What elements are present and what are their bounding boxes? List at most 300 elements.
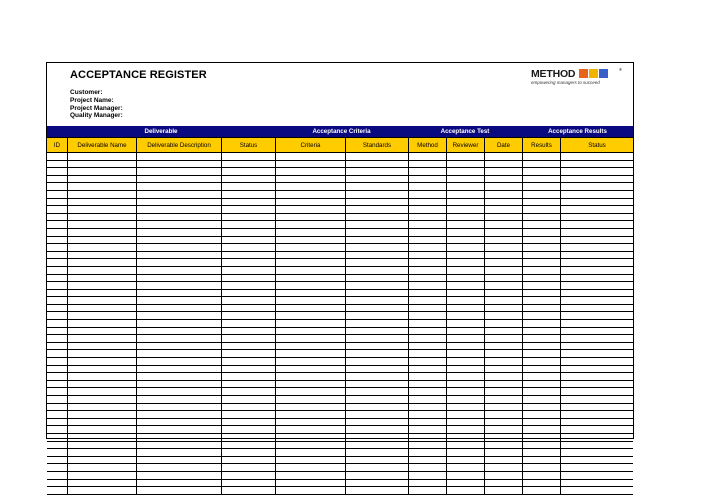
- col-deliverable-name-cell[interactable]: [67, 472, 136, 479]
- col-deliverable-status-cell[interactable]: [221, 161, 275, 168]
- col-reviewer-cell[interactable]: [446, 487, 484, 494]
- col-deliverable-description-cell[interactable]: [136, 244, 221, 251]
- col-criteria-cell[interactable]: [275, 457, 345, 464]
- col-id-cell[interactable]: [47, 350, 67, 357]
- col-deliverable-status-cell[interactable]: [221, 153, 275, 160]
- col-standards-cell[interactable]: [345, 161, 408, 168]
- col-results-status-cell[interactable]: [560, 457, 633, 464]
- col-criteria-cell[interactable]: [275, 449, 345, 456]
- col-deliverable-description-cell[interactable]: [136, 404, 221, 411]
- col-reviewer-cell[interactable]: [446, 237, 484, 244]
- col-deliverable-status-cell[interactable]: [221, 373, 275, 380]
- col-deliverable-description-cell[interactable]: [136, 328, 221, 335]
- col-results-status-cell[interactable]: [560, 221, 633, 228]
- col-deliverable-name-cell[interactable]: [67, 237, 136, 244]
- col-deliverable-description-cell[interactable]: [136, 259, 221, 266]
- col-deliverable-name-cell[interactable]: [67, 191, 136, 198]
- col-method-cell[interactable]: [408, 237, 446, 244]
- col-standards-cell[interactable]: [345, 176, 408, 183]
- col-date-cell[interactable]: [484, 358, 522, 365]
- col-criteria-cell[interactable]: [275, 335, 345, 342]
- col-results-status-cell[interactable]: [560, 199, 633, 206]
- col-date-cell[interactable]: [484, 328, 522, 335]
- col-reviewer-cell[interactable]: [446, 312, 484, 319]
- col-method-cell[interactable]: [408, 396, 446, 403]
- col-id-cell[interactable]: [47, 183, 67, 190]
- col-method-cell[interactable]: [408, 221, 446, 228]
- col-standards-cell[interactable]: [345, 244, 408, 251]
- col-deliverable-name-cell[interactable]: [67, 275, 136, 282]
- col-deliverable-name-cell[interactable]: [67, 305, 136, 312]
- col-date-cell[interactable]: [484, 366, 522, 373]
- col-results-status-cell[interactable]: [560, 411, 633, 418]
- col-results-status-cell[interactable]: [560, 267, 633, 274]
- col-deliverable-name-cell[interactable]: [67, 161, 136, 168]
- col-standards-cell[interactable]: [345, 366, 408, 373]
- col-id-cell[interactable]: [47, 442, 67, 449]
- col-criteria-cell[interactable]: [275, 366, 345, 373]
- col-reviewer-cell[interactable]: [446, 221, 484, 228]
- col-date-cell[interactable]: [484, 305, 522, 312]
- col-results-status-cell[interactable]: [560, 290, 633, 297]
- col-criteria-cell[interactable]: [275, 343, 345, 350]
- col-deliverable-status-cell[interactable]: [221, 199, 275, 206]
- col-method-cell[interactable]: [408, 366, 446, 373]
- col-id-cell[interactable]: [47, 191, 67, 198]
- col-date-cell[interactable]: [484, 259, 522, 266]
- col-standards-cell[interactable]: [345, 464, 408, 471]
- col-reviewer-cell[interactable]: [446, 259, 484, 266]
- col-method-cell[interactable]: [408, 229, 446, 236]
- col-standards-cell[interactable]: [345, 343, 408, 350]
- col-results-cell[interactable]: [522, 480, 560, 487]
- col-reviewer-cell[interactable]: [446, 229, 484, 236]
- col-reviewer-cell[interactable]: [446, 449, 484, 456]
- col-reviewer-cell[interactable]: [446, 396, 484, 403]
- col-deliverable-description-cell[interactable]: [136, 480, 221, 487]
- col-date-cell[interactable]: [484, 464, 522, 471]
- col-date-cell[interactable]: [484, 312, 522, 319]
- col-results-status-cell[interactable]: [560, 487, 633, 494]
- col-criteria-cell[interactable]: [275, 480, 345, 487]
- col-deliverable-status-cell[interactable]: [221, 381, 275, 388]
- col-deliverable-name-cell[interactable]: [67, 153, 136, 160]
- col-date-cell[interactable]: [484, 206, 522, 213]
- col-reviewer-cell[interactable]: [446, 168, 484, 175]
- col-deliverable-status-cell[interactable]: [221, 480, 275, 487]
- col-deliverable-name-cell[interactable]: [67, 297, 136, 304]
- col-method-cell[interactable]: [408, 388, 446, 395]
- col-deliverable-name-cell[interactable]: [67, 335, 136, 342]
- col-id-cell[interactable]: [47, 404, 67, 411]
- col-standards-cell[interactable]: [345, 396, 408, 403]
- col-standards-cell[interactable]: [345, 312, 408, 319]
- col-date-cell[interactable]: [484, 183, 522, 190]
- col-reviewer-cell[interactable]: [446, 472, 484, 479]
- col-reviewer-cell[interactable]: [446, 244, 484, 251]
- col-standards-cell[interactable]: [345, 153, 408, 160]
- col-standards-cell[interactable]: [345, 259, 408, 266]
- col-criteria-cell[interactable]: [275, 244, 345, 251]
- col-date-cell[interactable]: [484, 335, 522, 342]
- col-results-cell[interactable]: [522, 237, 560, 244]
- col-reviewer-cell[interactable]: [446, 480, 484, 487]
- col-method-cell[interactable]: [408, 373, 446, 380]
- col-method-cell[interactable]: [408, 191, 446, 198]
- col-id-cell[interactable]: [47, 366, 67, 373]
- col-results-status-cell[interactable]: [560, 350, 633, 357]
- col-deliverable-name-cell[interactable]: [67, 464, 136, 471]
- col-results-cell[interactable]: [522, 297, 560, 304]
- col-deliverable-name-cell[interactable]: [67, 252, 136, 259]
- col-standards-cell[interactable]: [345, 214, 408, 221]
- col-results-cell[interactable]: [522, 434, 560, 441]
- col-deliverable-description-cell[interactable]: [136, 442, 221, 449]
- col-deliverable-description-cell[interactable]: [136, 290, 221, 297]
- col-deliverable-status-cell[interactable]: [221, 328, 275, 335]
- col-deliverable-name-cell[interactable]: [67, 457, 136, 464]
- col-date-cell[interactable]: [484, 191, 522, 198]
- col-deliverable-description-cell[interactable]: [136, 396, 221, 403]
- col-results-cell[interactable]: [522, 229, 560, 236]
- col-reviewer-cell[interactable]: [446, 297, 484, 304]
- col-deliverable-description-cell[interactable]: [136, 168, 221, 175]
- col-date-cell[interactable]: [484, 381, 522, 388]
- col-standards-cell[interactable]: [345, 252, 408, 259]
- col-deliverable-name-cell[interactable]: [67, 267, 136, 274]
- col-deliverable-description-cell[interactable]: [136, 191, 221, 198]
- col-results-status-cell[interactable]: [560, 206, 633, 213]
- col-reviewer-cell[interactable]: [446, 305, 484, 312]
- col-results-status-cell[interactable]: [560, 480, 633, 487]
- col-deliverable-status-cell[interactable]: [221, 237, 275, 244]
- col-results-status-cell[interactable]: [560, 388, 633, 395]
- col-deliverable-name-cell[interactable]: [67, 396, 136, 403]
- col-method-cell[interactable]: [408, 214, 446, 221]
- col-results-status-cell[interactable]: [560, 259, 633, 266]
- col-id-cell[interactable]: [47, 259, 67, 266]
- col-method-cell[interactable]: [408, 199, 446, 206]
- col-reviewer-cell[interactable]: [446, 388, 484, 395]
- col-method-cell[interactable]: [408, 480, 446, 487]
- col-method-cell[interactable]: [408, 404, 446, 411]
- col-deliverable-status-cell[interactable]: [221, 487, 275, 494]
- col-deliverable-description-cell[interactable]: [136, 350, 221, 357]
- col-method-cell[interactable]: [408, 252, 446, 259]
- col-criteria-cell[interactable]: [275, 183, 345, 190]
- col-standards-cell[interactable]: [345, 229, 408, 236]
- col-results-cell[interactable]: [522, 487, 560, 494]
- col-deliverable-name-cell[interactable]: [67, 259, 136, 266]
- col-results-cell[interactable]: [522, 396, 560, 403]
- col-deliverable-name-cell[interactable]: [67, 350, 136, 357]
- col-standards-cell[interactable]: [345, 404, 408, 411]
- col-criteria-cell[interactable]: [275, 312, 345, 319]
- col-results-status-cell[interactable]: [560, 252, 633, 259]
- col-criteria-cell[interactable]: [275, 442, 345, 449]
- col-date-cell[interactable]: [484, 343, 522, 350]
- col-deliverable-name-cell[interactable]: [67, 320, 136, 327]
- col-results-cell[interactable]: [522, 153, 560, 160]
- col-deliverable-status-cell[interactable]: [221, 449, 275, 456]
- col-deliverable-description-cell[interactable]: [136, 472, 221, 479]
- col-id-cell[interactable]: [47, 320, 67, 327]
- col-id-cell[interactable]: [47, 335, 67, 342]
- col-deliverable-status-cell[interactable]: [221, 343, 275, 350]
- col-results-cell[interactable]: [522, 168, 560, 175]
- col-deliverable-status-cell[interactable]: [221, 419, 275, 426]
- col-deliverable-name-cell[interactable]: [67, 404, 136, 411]
- col-method-cell[interactable]: [408, 472, 446, 479]
- col-deliverable-description-cell[interactable]: [136, 464, 221, 471]
- col-results-cell[interactable]: [522, 275, 560, 282]
- col-criteria-cell[interactable]: [275, 404, 345, 411]
- col-deliverable-description-cell[interactable]: [136, 206, 221, 213]
- col-deliverable-description-cell[interactable]: [136, 373, 221, 380]
- col-id-cell[interactable]: [47, 214, 67, 221]
- col-results-cell[interactable]: [522, 267, 560, 274]
- col-results-status-cell[interactable]: [560, 381, 633, 388]
- col-date-cell[interactable]: [484, 176, 522, 183]
- col-reviewer-cell[interactable]: [446, 282, 484, 289]
- col-standards-cell[interactable]: [345, 305, 408, 312]
- col-criteria-cell[interactable]: [275, 358, 345, 365]
- col-reviewer-cell[interactable]: [446, 457, 484, 464]
- col-criteria-cell[interactable]: [275, 305, 345, 312]
- col-deliverable-name-cell[interactable]: [67, 214, 136, 221]
- col-id-cell[interactable]: [47, 290, 67, 297]
- col-deliverable-name-cell[interactable]: [67, 442, 136, 449]
- col-criteria-cell[interactable]: [275, 290, 345, 297]
- col-standards-cell[interactable]: [345, 290, 408, 297]
- col-criteria-cell[interactable]: [275, 282, 345, 289]
- col-date-cell[interactable]: [484, 229, 522, 236]
- col-id-cell[interactable]: [47, 153, 67, 160]
- col-deliverable-description-cell[interactable]: [136, 449, 221, 456]
- col-results-cell[interactable]: [522, 320, 560, 327]
- col-deliverable-status-cell[interactable]: [221, 259, 275, 266]
- col-deliverable-name-cell[interactable]: [67, 221, 136, 228]
- col-deliverable-status-cell[interactable]: [221, 472, 275, 479]
- col-results-cell[interactable]: [522, 312, 560, 319]
- col-deliverable-name-cell[interactable]: [67, 183, 136, 190]
- col-id-cell[interactable]: [47, 206, 67, 213]
- col-id-cell[interactable]: [47, 275, 67, 282]
- col-criteria-cell[interactable]: [275, 396, 345, 403]
- col-deliverable-status-cell[interactable]: [221, 312, 275, 319]
- col-id-cell[interactable]: [47, 161, 67, 168]
- col-results-cell[interactable]: [522, 259, 560, 266]
- col-date-cell[interactable]: [484, 214, 522, 221]
- col-criteria-cell[interactable]: [275, 411, 345, 418]
- col-criteria-cell[interactable]: [275, 464, 345, 471]
- col-id-cell[interactable]: [47, 267, 67, 274]
- col-standards-cell[interactable]: [345, 275, 408, 282]
- col-criteria-cell[interactable]: [275, 275, 345, 282]
- col-deliverable-status-cell[interactable]: [221, 229, 275, 236]
- col-criteria-cell[interactable]: [275, 388, 345, 395]
- col-reviewer-cell[interactable]: [446, 442, 484, 449]
- col-method-cell[interactable]: [408, 442, 446, 449]
- col-deliverable-description-cell[interactable]: [136, 183, 221, 190]
- col-results-status-cell[interactable]: [560, 472, 633, 479]
- col-date-cell[interactable]: [484, 297, 522, 304]
- col-deliverable-description-cell[interactable]: [136, 411, 221, 418]
- col-method-cell[interactable]: [408, 275, 446, 282]
- col-date-cell[interactable]: [484, 419, 522, 426]
- col-standards-cell[interactable]: [345, 237, 408, 244]
- col-reviewer-cell[interactable]: [446, 199, 484, 206]
- col-results-status-cell[interactable]: [560, 297, 633, 304]
- col-results-cell[interactable]: [522, 442, 560, 449]
- col-deliverable-name-cell[interactable]: [67, 168, 136, 175]
- col-results-cell[interactable]: [522, 426, 560, 433]
- col-date-cell[interactable]: [484, 221, 522, 228]
- col-reviewer-cell[interactable]: [446, 328, 484, 335]
- col-results-cell[interactable]: [522, 472, 560, 479]
- col-standards-cell[interactable]: [345, 358, 408, 365]
- col-deliverable-status-cell[interactable]: [221, 320, 275, 327]
- col-date-cell[interactable]: [484, 350, 522, 357]
- col-method-cell[interactable]: [408, 487, 446, 494]
- col-method-cell[interactable]: [408, 457, 446, 464]
- col-deliverable-description-cell[interactable]: [136, 381, 221, 388]
- col-deliverable-name-cell[interactable]: [67, 426, 136, 433]
- col-id-cell[interactable]: [47, 487, 67, 494]
- col-date-cell[interactable]: [484, 449, 522, 456]
- col-results-status-cell[interactable]: [560, 168, 633, 175]
- col-deliverable-status-cell[interactable]: [221, 335, 275, 342]
- col-results-cell[interactable]: [522, 244, 560, 251]
- col-results-status-cell[interactable]: [560, 335, 633, 342]
- col-standards-cell[interactable]: [345, 487, 408, 494]
- col-reviewer-cell[interactable]: [446, 350, 484, 357]
- col-criteria-cell[interactable]: [275, 191, 345, 198]
- col-date-cell[interactable]: [484, 267, 522, 274]
- col-id-cell[interactable]: [47, 305, 67, 312]
- col-standards-cell[interactable]: [345, 426, 408, 433]
- col-deliverable-status-cell[interactable]: [221, 404, 275, 411]
- col-standards-cell[interactable]: [345, 442, 408, 449]
- col-results-cell[interactable]: [522, 457, 560, 464]
- col-reviewer-cell[interactable]: [446, 320, 484, 327]
- col-deliverable-description-cell[interactable]: [136, 252, 221, 259]
- col-deliverable-name-cell[interactable]: [67, 366, 136, 373]
- col-standards-cell[interactable]: [345, 472, 408, 479]
- col-deliverable-status-cell[interactable]: [221, 366, 275, 373]
- col-reviewer-cell[interactable]: [446, 411, 484, 418]
- col-standards-cell[interactable]: [345, 411, 408, 418]
- col-results-cell[interactable]: [522, 305, 560, 312]
- col-id-cell[interactable]: [47, 457, 67, 464]
- col-results-status-cell[interactable]: [560, 176, 633, 183]
- col-date-cell[interactable]: [484, 237, 522, 244]
- col-date-cell[interactable]: [484, 373, 522, 380]
- col-deliverable-status-cell[interactable]: [221, 221, 275, 228]
- col-deliverable-description-cell[interactable]: [136, 153, 221, 160]
- col-deliverable-status-cell[interactable]: [221, 426, 275, 433]
- col-deliverable-name-cell[interactable]: [67, 229, 136, 236]
- col-reviewer-cell[interactable]: [446, 214, 484, 221]
- col-results-status-cell[interactable]: [560, 464, 633, 471]
- col-method-cell[interactable]: [408, 161, 446, 168]
- col-deliverable-description-cell[interactable]: [136, 320, 221, 327]
- col-deliverable-name-cell[interactable]: [67, 381, 136, 388]
- col-deliverable-description-cell[interactable]: [136, 267, 221, 274]
- col-id-cell[interactable]: [47, 221, 67, 228]
- col-reviewer-cell[interactable]: [446, 404, 484, 411]
- col-id-cell[interactable]: [47, 297, 67, 304]
- col-date-cell[interactable]: [484, 404, 522, 411]
- col-deliverable-description-cell[interactable]: [136, 275, 221, 282]
- col-id-cell[interactable]: [47, 229, 67, 236]
- col-deliverable-name-cell[interactable]: [67, 411, 136, 418]
- col-deliverable-description-cell[interactable]: [136, 388, 221, 395]
- col-reviewer-cell[interactable]: [446, 252, 484, 259]
- col-results-cell[interactable]: [522, 183, 560, 190]
- col-date-cell[interactable]: [484, 252, 522, 259]
- col-date-cell[interactable]: [484, 388, 522, 395]
- col-results-cell[interactable]: [522, 221, 560, 228]
- col-standards-cell[interactable]: [345, 191, 408, 198]
- col-deliverable-name-cell[interactable]: [67, 312, 136, 319]
- col-results-cell[interactable]: [522, 358, 560, 365]
- col-results-cell[interactable]: [522, 176, 560, 183]
- col-id-cell[interactable]: [47, 472, 67, 479]
- col-id-cell[interactable]: [47, 252, 67, 259]
- col-criteria-cell[interactable]: [275, 252, 345, 259]
- col-method-cell[interactable]: [408, 206, 446, 213]
- col-criteria-cell[interactable]: [275, 206, 345, 213]
- col-deliverable-name-cell[interactable]: [67, 244, 136, 251]
- col-id-cell[interactable]: [47, 328, 67, 335]
- col-reviewer-cell[interactable]: [446, 290, 484, 297]
- col-standards-cell[interactable]: [345, 480, 408, 487]
- col-standards-cell[interactable]: [345, 434, 408, 441]
- col-deliverable-description-cell[interactable]: [136, 434, 221, 441]
- col-results-cell[interactable]: [522, 343, 560, 350]
- col-results-status-cell[interactable]: [560, 328, 633, 335]
- col-results-cell[interactable]: [522, 290, 560, 297]
- col-standards-cell[interactable]: [345, 320, 408, 327]
- col-method-cell[interactable]: [408, 358, 446, 365]
- col-results-status-cell[interactable]: [560, 183, 633, 190]
- col-method-cell[interactable]: [408, 168, 446, 175]
- col-id-cell[interactable]: [47, 480, 67, 487]
- col-date-cell[interactable]: [484, 244, 522, 251]
- col-deliverable-description-cell[interactable]: [136, 161, 221, 168]
- col-results-status-cell[interactable]: [560, 244, 633, 251]
- col-method-cell[interactable]: [408, 153, 446, 160]
- col-results-cell[interactable]: [522, 464, 560, 471]
- col-deliverable-status-cell[interactable]: [221, 290, 275, 297]
- col-method-cell[interactable]: [408, 320, 446, 327]
- col-deliverable-status-cell[interactable]: [221, 168, 275, 175]
- col-reviewer-cell[interactable]: [446, 267, 484, 274]
- col-id-cell[interactable]: [47, 244, 67, 251]
- col-date-cell[interactable]: [484, 396, 522, 403]
- col-deliverable-name-cell[interactable]: [67, 199, 136, 206]
- col-id-cell[interactable]: [47, 358, 67, 365]
- col-criteria-cell[interactable]: [275, 176, 345, 183]
- col-deliverable-description-cell[interactable]: [136, 426, 221, 433]
- col-method-cell[interactable]: [408, 426, 446, 433]
- col-deliverable-name-cell[interactable]: [67, 419, 136, 426]
- col-deliverable-status-cell[interactable]: [221, 282, 275, 289]
- col-results-status-cell[interactable]: [560, 396, 633, 403]
- col-deliverable-name-cell[interactable]: [67, 176, 136, 183]
- col-deliverable-status-cell[interactable]: [221, 297, 275, 304]
